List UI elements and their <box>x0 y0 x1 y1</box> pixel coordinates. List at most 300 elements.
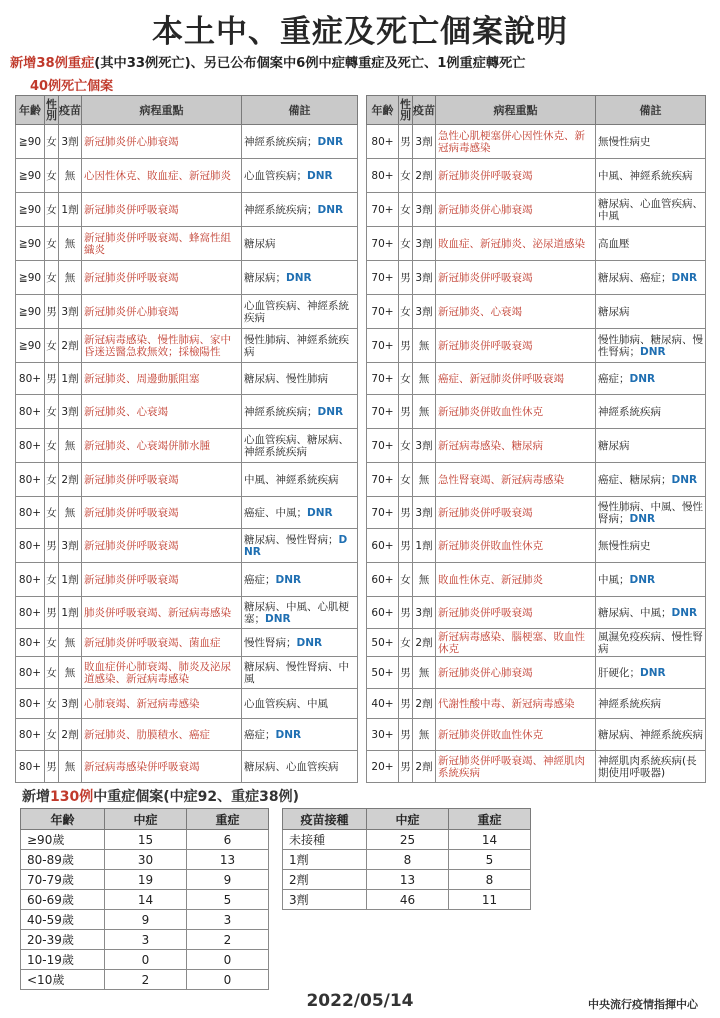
disease-cell: 新冠病毒感染、腦梗塞、敗血性休克 <box>436 629 596 657</box>
subtitle-highlight: 38例重症 <box>36 56 95 71</box>
table-row <box>16 363 358 395</box>
table-row <box>16 463 358 497</box>
death-cases-table-right <box>366 95 706 783</box>
table-row <box>367 463 706 497</box>
vaccine-cell: 1劑 <box>59 193 82 227</box>
table-row <box>16 629 358 657</box>
table-row <box>367 395 706 429</box>
table-row <box>367 719 706 751</box>
vaccine-dose-cell: 1劑 <box>283 850 367 870</box>
dnr-badge: DNR <box>307 169 333 182</box>
dnr-badge: DNR <box>317 203 344 216</box>
note-text: 神經肌肉系統疾病(長期使用呼吸器) <box>598 754 697 779</box>
note-text: 無慢性病史 <box>598 539 651 552</box>
age-cell: 70+ <box>367 363 399 395</box>
table-row <box>367 261 706 295</box>
note-text: 神經系統疾病； <box>244 203 318 216</box>
note-text: 心血管疾病、中風 <box>244 697 328 710</box>
age-cell: 40+ <box>367 689 399 719</box>
moderate-count-cell: 25 <box>367 830 449 850</box>
age-cell: 70+ <box>367 295 399 329</box>
table-row <box>283 870 531 890</box>
severe-count-cell: 5 <box>187 890 269 910</box>
table-row <box>283 850 531 870</box>
sex-cell: 男 <box>45 529 59 563</box>
age-cell: 80+ <box>16 719 45 751</box>
note-text: 心血管疾病； <box>244 169 307 182</box>
table-row <box>16 159 358 193</box>
table-header-row <box>21 809 269 830</box>
table-header-row <box>367 96 706 125</box>
disease-cell: 新冠病毒感染、糖尿病 <box>436 429 596 463</box>
note-text: 心血管疾病、神經系統疾病 <box>244 299 349 324</box>
disease-cell: 新冠肺炎併呼吸衰竭 <box>436 329 596 363</box>
note-cell <box>242 751 358 783</box>
subtitle-rest: (其中33例死亡)、另已公布個案中6例中症轉重症及死亡、1例重症轉死亡 <box>94 56 526 71</box>
disease-cell: 新冠肺炎、心衰竭 <box>436 295 596 329</box>
header-0: 年齡 <box>21 809 105 830</box>
table-row <box>16 295 358 329</box>
note-text: 神經系統疾病 <box>598 697 661 710</box>
vaccine-cell: 無 <box>413 657 436 689</box>
sex-cell: 男 <box>399 751 413 783</box>
disease-cell: 新冠肺炎、心衰竭併肺水腫 <box>82 429 242 463</box>
severe-count-cell: 3 <box>187 910 269 930</box>
age-cell: 80+ <box>16 629 45 657</box>
organization-name: 中央流行疫情指揮中心 <box>588 998 698 1011</box>
note-cell <box>242 395 358 429</box>
disease-cell: 新冠肺炎併呼吸衰竭 <box>436 261 596 295</box>
table-row <box>21 890 269 910</box>
sex-cell: 女 <box>45 395 59 429</box>
header-sex: 性別 <box>399 96 413 125</box>
sex-cell: 男 <box>399 597 413 629</box>
note-cell <box>596 261 706 295</box>
vaccine-cell: 2劑 <box>59 463 82 497</box>
age-cell: 70+ <box>367 193 399 227</box>
table-row <box>16 261 358 295</box>
sex-cell: 男 <box>399 497 413 529</box>
subtitle-prefix: 新增 <box>10 56 37 71</box>
note-text: 糖尿病、中風、心肌梗塞； <box>244 600 349 625</box>
note-text: 無慢性病史 <box>598 135 651 148</box>
age-cell: 50+ <box>367 657 399 689</box>
age-cell: 80+ <box>16 463 45 497</box>
dnr-badge: DNR <box>275 573 302 586</box>
header-disease: 病程重點 <box>436 96 596 125</box>
vaccine-cell: 1劑 <box>413 529 436 563</box>
severe-count-cell: 14 <box>449 830 531 850</box>
dnr-badge: DNR <box>317 135 344 148</box>
header-0: 疫苗接種 <box>283 809 367 830</box>
note-cell <box>596 751 706 783</box>
vaccine-cell: 無 <box>413 719 436 751</box>
note-cell <box>596 295 706 329</box>
table-row <box>21 950 269 970</box>
disease-cell: 敗血症、新冠肺炎、泌尿道感染 <box>436 227 596 261</box>
disease-cell: 新冠肺炎併呼吸衰竭 <box>82 497 242 529</box>
note-cell <box>242 227 358 261</box>
sex-cell: 男 <box>399 657 413 689</box>
disease-cell: 新冠肺炎併呼吸衰竭 <box>436 159 596 193</box>
age-cell: 80+ <box>16 429 45 463</box>
sex-cell: 女 <box>45 261 59 295</box>
table-row <box>21 970 269 990</box>
moderate-count-cell: 13 <box>367 870 449 890</box>
vaccine-cell: 無 <box>59 751 82 783</box>
vaccine-cell: 3劑 <box>59 295 82 329</box>
table-row <box>367 497 706 529</box>
sex-cell: 女 <box>399 159 413 193</box>
note-text: 慢性肺病、中風、慢性腎病； <box>598 500 703 525</box>
note-text: 糖尿病、心血管疾病、中風 <box>598 197 703 222</box>
moderate-count-cell: 3 <box>105 930 187 950</box>
disease-cell: 新冠肺炎併心肺衰竭 <box>82 125 242 159</box>
moderate-count-cell: 2 <box>105 970 187 990</box>
disease-cell: 急性腎衰竭、新冠病毒感染 <box>436 463 596 497</box>
vaccine-cell: 3劑 <box>413 193 436 227</box>
age-cell: 80+ <box>16 657 45 689</box>
age-cell: 80+ <box>16 363 45 395</box>
sex-cell: 女 <box>45 125 59 159</box>
note-text: 糖尿病、心血管疾病 <box>244 760 339 773</box>
table-row <box>21 850 269 870</box>
age-cell: 80+ <box>16 751 45 783</box>
table-row <box>16 227 358 261</box>
dnr-badge: DNR <box>629 372 656 385</box>
disease-cell: 新冠肺炎併敗血性休克 <box>436 719 596 751</box>
severe-title-highlight: 130例 <box>50 789 94 805</box>
note-text: 癌症； <box>244 728 276 741</box>
vaccine-cell: 無 <box>413 329 436 363</box>
table-row <box>367 363 706 395</box>
table-row <box>16 193 358 227</box>
vaccine-cell: 2劑 <box>59 719 82 751</box>
header-vaccine: 疫苗 <box>413 96 436 125</box>
note-cell <box>242 529 358 563</box>
note-text: 慢性腎病； <box>244 636 297 649</box>
table-row <box>16 597 358 629</box>
age-cell: ≧90 <box>16 125 45 159</box>
table-row <box>16 751 358 783</box>
sex-cell: 女 <box>399 363 413 395</box>
vaccine-cell: 無 <box>413 395 436 429</box>
note-text: 慢性肺病、神經系統疾病 <box>244 333 349 358</box>
disease-cell: 新冠肺炎併呼吸衰竭 <box>82 563 242 597</box>
note-cell <box>596 719 706 751</box>
note-cell <box>242 261 358 295</box>
age-cell: 80+ <box>16 497 45 529</box>
header-2: 重症 <box>187 809 269 830</box>
sex-cell: 女 <box>45 429 59 463</box>
severe-cases-title <box>22 786 299 806</box>
dnr-badge: DNR <box>671 271 698 284</box>
note-text: 風濕免疫疾病、慢性腎病 <box>598 630 703 655</box>
sex-cell: 女 <box>399 227 413 261</box>
table-row <box>367 193 706 227</box>
age-cell: 60+ <box>367 597 399 629</box>
vaccine-cell: 無 <box>413 363 436 395</box>
table-row <box>16 719 358 751</box>
vaccine-cell: 2劑 <box>59 329 82 363</box>
header-2: 重症 <box>449 809 531 830</box>
severe-count-cell: 0 <box>187 950 269 970</box>
vaccine-cell: 1劑 <box>59 363 82 395</box>
table-row <box>367 629 706 657</box>
header-sex: 性別 <box>45 96 59 125</box>
table-row <box>367 529 706 563</box>
age-cell: 50+ <box>367 629 399 657</box>
table-row <box>367 125 706 159</box>
dnr-badge: DNR <box>640 345 666 358</box>
sex-cell: 女 <box>399 193 413 227</box>
moderate-count-cell: 8 <box>367 850 449 870</box>
severe-count-cell: 13 <box>187 850 269 870</box>
table-row <box>367 159 706 193</box>
dnr-badge: DNR <box>671 473 698 486</box>
sex-cell: 女 <box>45 563 59 597</box>
table-header-row <box>16 96 358 125</box>
table-row <box>367 597 706 629</box>
age-cell: 70+ <box>367 497 399 529</box>
age-group-cell: <10歲 <box>21 970 105 990</box>
header-age: 年齡 <box>367 96 399 125</box>
note-cell <box>596 597 706 629</box>
age-cell: 80+ <box>367 159 399 193</box>
note-cell <box>596 363 706 395</box>
table-row <box>283 890 531 910</box>
vaccine-cell: 3劑 <box>413 497 436 529</box>
age-cell: ≧90 <box>16 227 45 261</box>
note-text: 癌症、糖尿病； <box>598 473 672 486</box>
table-row <box>21 930 269 950</box>
vaccine-cell: 無 <box>59 657 82 689</box>
moderate-count-cell: 19 <box>105 870 187 890</box>
note-cell <box>242 689 358 719</box>
vaccine-cell: 無 <box>413 463 436 497</box>
note-text: 糖尿病 <box>244 237 276 250</box>
sex-cell: 男 <box>399 395 413 429</box>
sex-cell: 女 <box>399 629 413 657</box>
table-row <box>367 295 706 329</box>
vaccine-cell: 2劑 <box>413 159 436 193</box>
note-cell <box>242 295 358 329</box>
age-cell: 80+ <box>16 529 45 563</box>
disease-cell: 新冠肺炎併心肺衰竭 <box>436 657 596 689</box>
report-date: 2022/05/14 <box>306 991 414 1011</box>
age-group-cell: 70-79歲 <box>21 870 105 890</box>
severe-title-prefix: 新增 <box>22 789 50 805</box>
note-cell <box>596 497 706 529</box>
table-row <box>16 657 358 689</box>
disease-cell: 新冠肺炎併敗血性休克 <box>436 529 596 563</box>
disease-cell: 新冠肺炎併呼吸衰竭、菌血症 <box>82 629 242 657</box>
vaccine-cell: 3劑 <box>413 429 436 463</box>
dnr-badge: DNR <box>671 606 698 619</box>
note-text: 糖尿病 <box>598 439 630 452</box>
note-cell <box>242 159 358 193</box>
dnr-badge: DNR <box>307 506 333 519</box>
vaccine-cell: 3劑 <box>59 529 82 563</box>
sex-cell: 女 <box>45 329 59 363</box>
vaccine-dose-cell: 3劑 <box>283 890 367 910</box>
sex-cell: 男 <box>45 295 59 329</box>
note-text: 中風、神經系統疾病 <box>244 473 339 486</box>
header-disease: 病程重點 <box>82 96 242 125</box>
disease-cell: 新冠肺炎併心肺衰竭 <box>82 295 242 329</box>
table-row <box>16 529 358 563</box>
header-1: 中症 <box>105 809 187 830</box>
age-cell: 70+ <box>367 429 399 463</box>
subtitle <box>10 52 715 71</box>
header-note: 備註 <box>242 96 358 125</box>
sex-cell: 女 <box>45 159 59 193</box>
age-group-cell: 60-69歲 <box>21 890 105 910</box>
disease-cell: 新冠肺炎併呼吸衰竭、蜂窩性組織炎 <box>82 227 242 261</box>
table-row <box>16 329 358 363</box>
table-row <box>283 830 531 850</box>
vaccine-cell: 2劑 <box>413 629 436 657</box>
age-group-cell: 20-39歲 <box>21 930 105 950</box>
note-text: 糖尿病 <box>598 305 630 318</box>
vaccine-cell: 3劑 <box>413 261 436 295</box>
note-cell <box>242 629 358 657</box>
sex-cell: 男 <box>399 529 413 563</box>
note-cell <box>242 363 358 395</box>
sex-cell: 男 <box>45 751 59 783</box>
severe-count-cell: 11 <box>449 890 531 910</box>
note-cell <box>242 193 358 227</box>
table-header-row <box>283 809 531 830</box>
vaccine-dose-cell: 未接種 <box>283 830 367 850</box>
severe-count-cell: 5 <box>449 850 531 870</box>
table-row <box>367 751 706 783</box>
moderate-count-cell: 46 <box>367 890 449 910</box>
note-cell <box>242 125 358 159</box>
vaccine-cell: 3劑 <box>59 395 82 429</box>
dnr-badge: DNR <box>296 636 323 649</box>
moderate-count-cell: 15 <box>105 830 187 850</box>
disease-cell: 新冠肺炎併呼吸衰竭 <box>82 261 242 295</box>
age-cell: 80+ <box>16 395 45 429</box>
sex-cell: 男 <box>45 597 59 629</box>
table-row <box>16 689 358 719</box>
sex-cell: 男 <box>399 261 413 295</box>
moderate-count-cell: 14 <box>105 890 187 910</box>
age-group-cell: 80-89歲 <box>21 850 105 870</box>
age-cell: ≧90 <box>16 159 45 193</box>
note-cell <box>596 125 706 159</box>
disease-cell: 新冠病毒感染、慢性肺病、家中昏迷送醫急救無效；採檢陽性 <box>82 329 242 363</box>
dnr-badge: DNR <box>629 573 656 586</box>
note-cell <box>596 395 706 429</box>
note-text: 糖尿病、中風； <box>598 606 672 619</box>
note-cell <box>596 429 706 463</box>
disease-cell: 新冠肺炎併呼吸衰竭 <box>82 193 242 227</box>
moderate-count-cell: 0 <box>105 950 187 970</box>
table-row <box>16 125 358 159</box>
sex-cell: 女 <box>45 497 59 529</box>
age-group-cell: 10-19歲 <box>21 950 105 970</box>
disease-cell: 代謝性酸中毒、新冠病毒感染 <box>436 689 596 719</box>
disease-cell: 新冠肺炎併敗血性休克 <box>436 395 596 429</box>
age-cell: 80+ <box>16 689 45 719</box>
table-row <box>367 563 706 597</box>
death-cases-label: 40例死亡個案 <box>30 79 114 94</box>
age-cell: 70+ <box>367 395 399 429</box>
severe-by-age-table <box>20 808 269 990</box>
dnr-badge: DNR <box>286 271 312 284</box>
sex-cell: 男 <box>399 689 413 719</box>
vaccine-cell: 無 <box>59 497 82 529</box>
note-text: 肝硬化； <box>598 666 640 679</box>
note-text: 高血壓 <box>598 237 630 250</box>
disease-cell: 肺炎併呼吸衰竭、新冠病毒感染 <box>82 597 242 629</box>
severe-count-cell: 0 <box>187 970 269 990</box>
sex-cell: 女 <box>45 629 59 657</box>
severe-count-cell: 2 <box>187 930 269 950</box>
note-cell <box>596 529 706 563</box>
note-cell <box>596 159 706 193</box>
age-cell: 30+ <box>367 719 399 751</box>
sex-cell: 女 <box>399 295 413 329</box>
severe-count-cell: 8 <box>449 870 531 890</box>
note-text: 神經系統疾病； <box>244 135 318 148</box>
header-age: 年齡 <box>16 96 45 125</box>
note-text: 糖尿病、慢性腎病、中風 <box>244 660 349 685</box>
table-row <box>367 329 706 363</box>
disease-cell: 新冠肺炎併呼吸衰竭、神經肌肉系統疾病 <box>436 751 596 783</box>
note-cell <box>596 227 706 261</box>
vaccine-cell: 1劑 <box>59 597 82 629</box>
age-cell: 80+ <box>367 125 399 159</box>
disease-cell: 心因性休克、敗血症、新冠肺炎 <box>82 159 242 193</box>
dnr-badge: DNR <box>629 512 656 525</box>
vaccine-cell: 無 <box>59 429 82 463</box>
vaccine-cell: 3劑 <box>413 125 436 159</box>
age-cell: ≧90 <box>16 193 45 227</box>
page-title: 本土中、重症及死亡個案說明 <box>152 14 568 50</box>
vaccine-cell: 3劑 <box>413 295 436 329</box>
disease-cell: 新冠肺炎併心肺衰竭 <box>436 193 596 227</box>
disease-cell: 新冠肺炎、肋膜積水、癌症 <box>82 719 242 751</box>
table-row <box>21 910 269 930</box>
dnr-badge: DNR <box>640 666 666 679</box>
vaccine-cell: 無 <box>413 563 436 597</box>
severe-count-cell: 9 <box>187 870 269 890</box>
note-text: 癌症； <box>598 372 630 385</box>
table-row <box>367 689 706 719</box>
dnr-badge: DNR <box>275 728 302 741</box>
note-cell <box>242 657 358 689</box>
age-cell: 80+ <box>16 563 45 597</box>
note-text: 神經系統疾病 <box>598 405 661 418</box>
vaccine-cell: 3劑 <box>59 125 82 159</box>
note-text: 癌症； <box>244 573 276 586</box>
vaccine-cell: 3劑 <box>413 597 436 629</box>
note-cell <box>596 193 706 227</box>
vaccine-cell: 1劑 <box>59 563 82 597</box>
vaccine-cell: 無 <box>59 629 82 657</box>
note-text: 糖尿病、癌症； <box>598 271 672 284</box>
vaccine-cell: 2劑 <box>413 751 436 783</box>
severe-count-cell: 6 <box>187 830 269 850</box>
note-cell <box>596 629 706 657</box>
sex-cell: 女 <box>45 689 59 719</box>
age-cell: 70+ <box>367 329 399 363</box>
sex-cell: 男 <box>399 329 413 363</box>
dnr-badge: DNR <box>265 612 291 625</box>
